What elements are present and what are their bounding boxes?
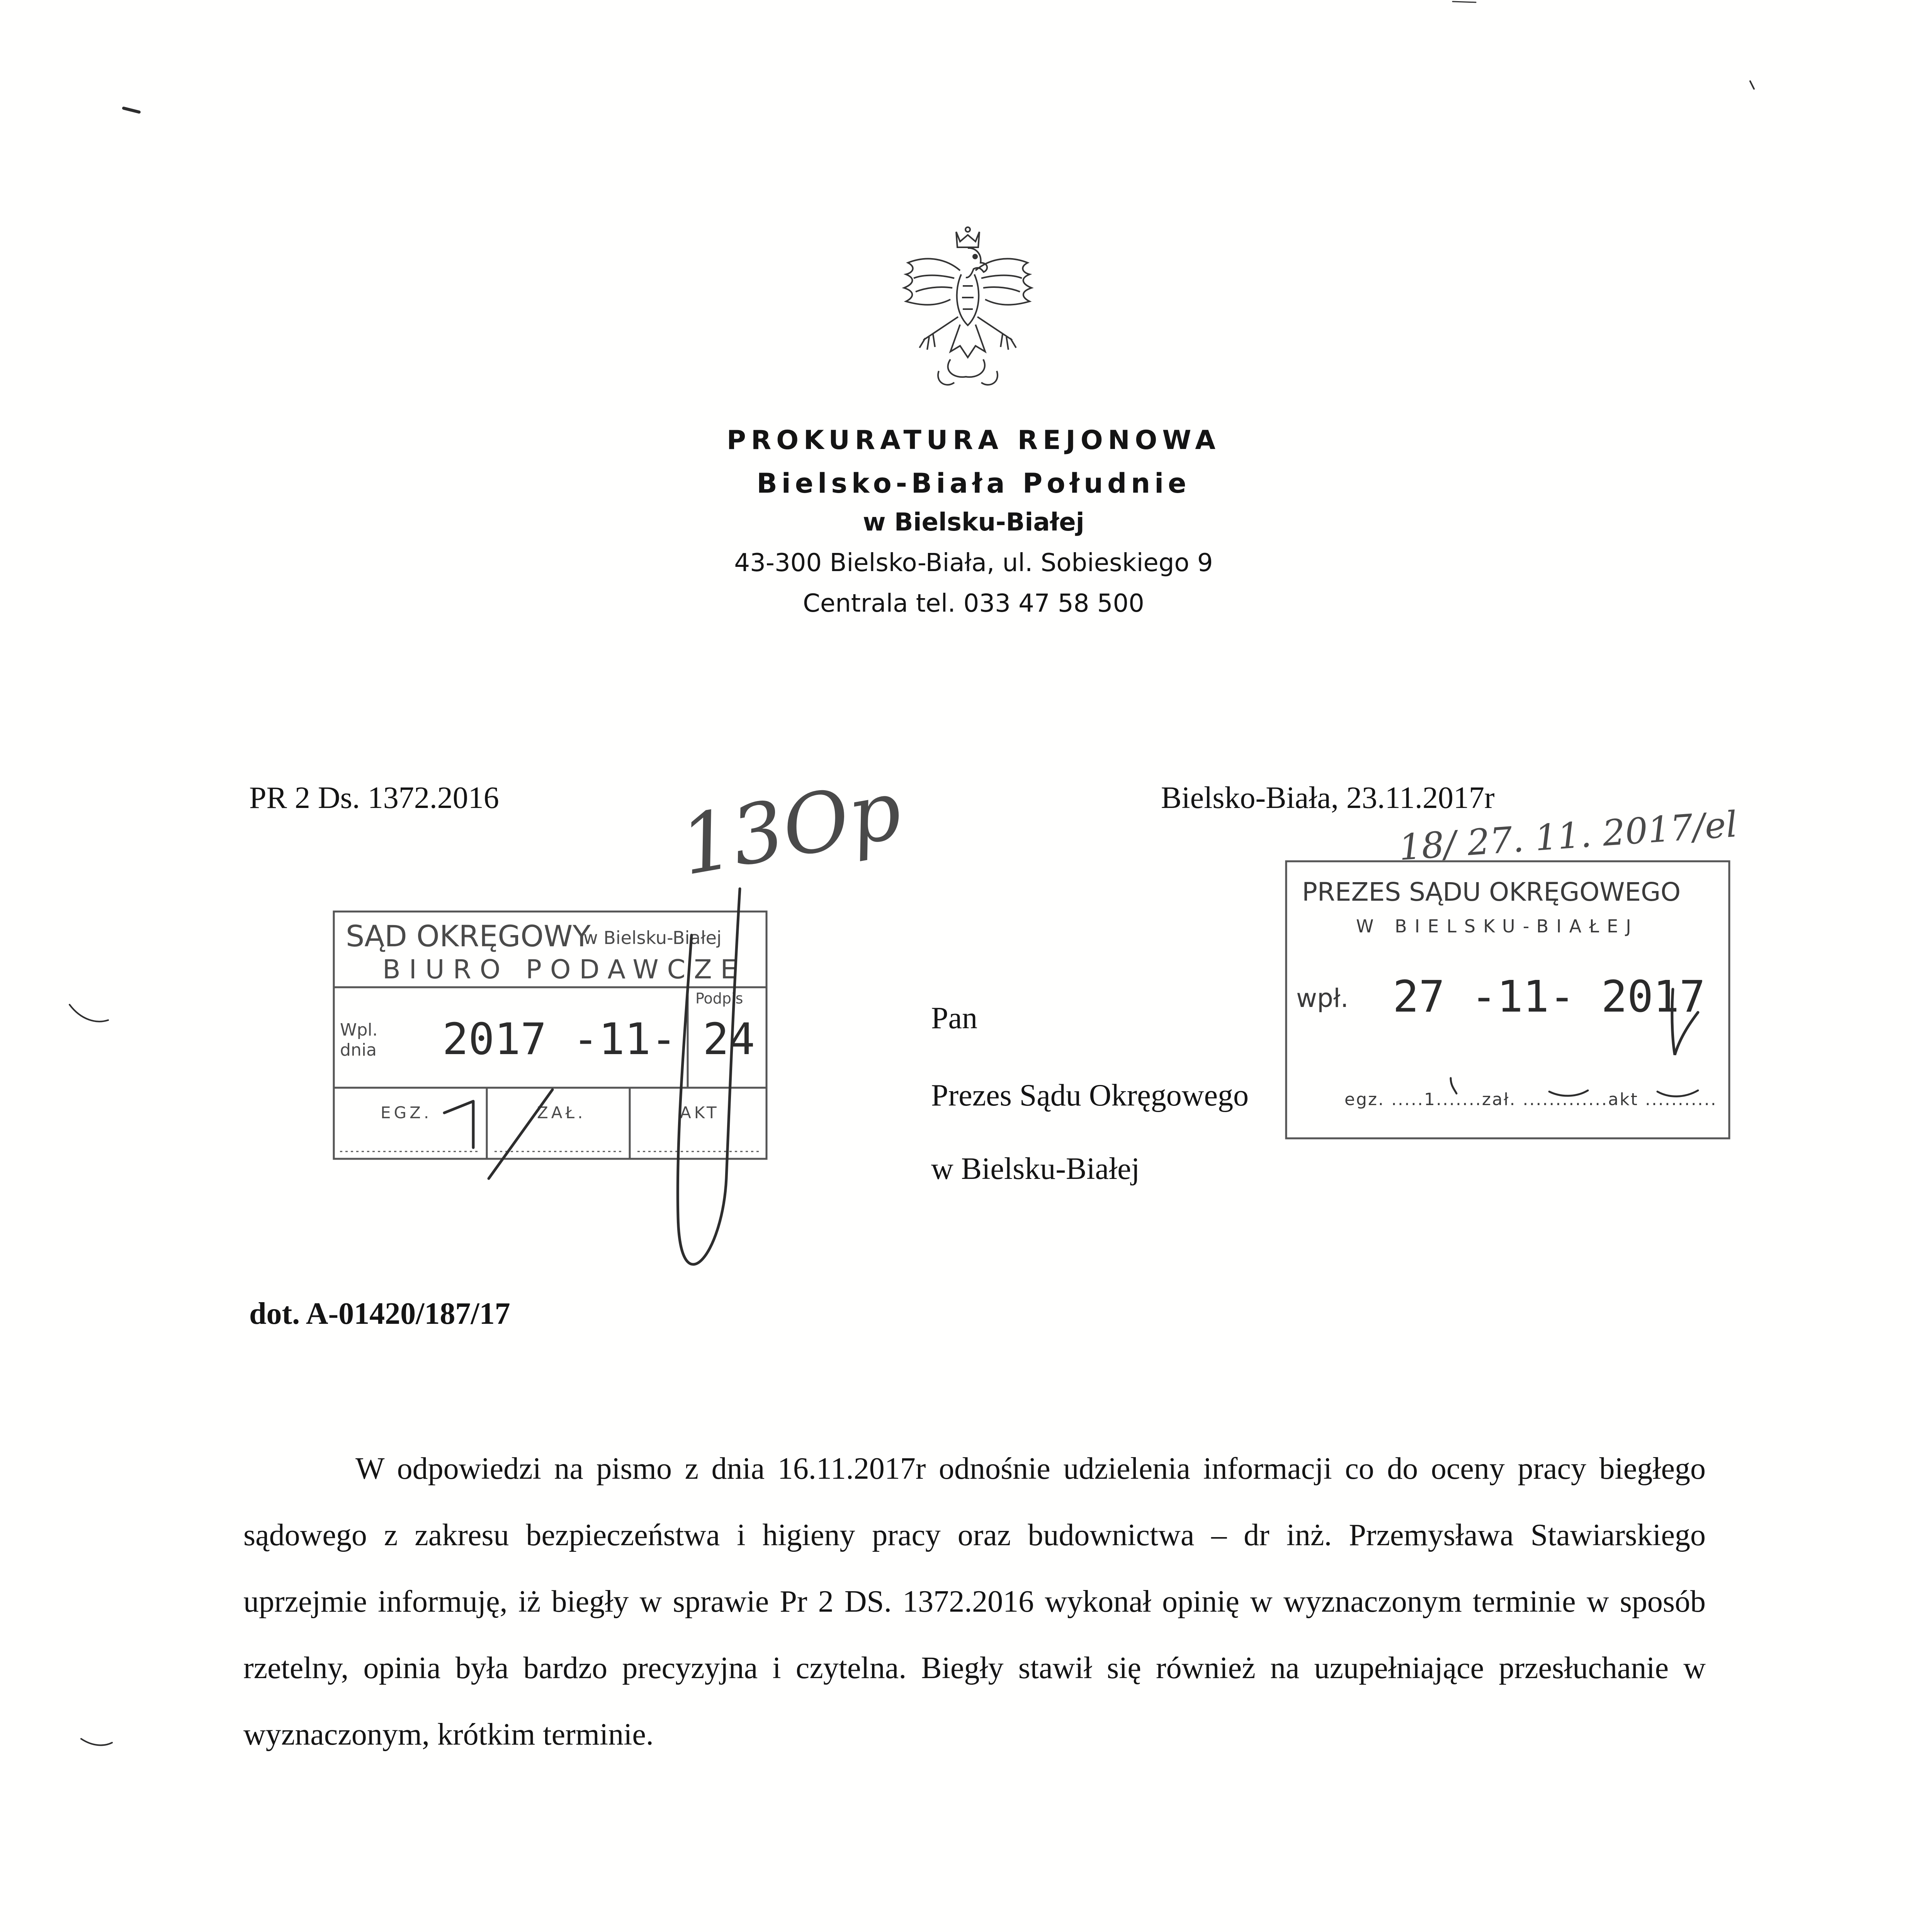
office-name: PROKURATURA REJONOWA bbox=[727, 425, 1220, 456]
addressee-line: Prezes Sądu Okręgowego bbox=[931, 1078, 1249, 1112]
letter-subject: dot. A-01420/187/17 bbox=[249, 1297, 510, 1331]
president-stamp-city: W BIELSKU-BIAŁEJ bbox=[1356, 916, 1639, 937]
office-district: Bielsko-Biała Południe bbox=[756, 468, 1191, 499]
intake-stamp-copies-label: EGZ. bbox=[381, 1103, 432, 1122]
office-city: w Bielsku-Białej bbox=[863, 508, 1084, 537]
case-reference: PR 2 Ds. 1372.2016 bbox=[249, 781, 499, 815]
intake-stamp-office: BIURO PODAWCZE bbox=[382, 954, 746, 985]
intake-stamp-court: SĄD OKRĘGOWY bbox=[346, 919, 591, 953]
president-stamp-title: PREZES SĄDU OKRĘGOWEGO bbox=[1302, 877, 1681, 907]
intake-stamp-city: w Bielsku-Białej bbox=[583, 927, 722, 948]
president-stamp-received-label: wpł. bbox=[1296, 983, 1349, 1013]
intake-stamp-signature-label: Podpis bbox=[695, 990, 743, 1007]
intake-stamp-received-label: Wpl. dnia bbox=[340, 1020, 378, 1060]
addressee-line: w Bielsku-Białej bbox=[931, 1152, 1140, 1186]
office-phone: Centrala tel. 033 47 58 500 bbox=[803, 589, 1144, 618]
letter-body bbox=[243, 1435, 1706, 1768]
president-stamp-date: 27 -11- 2017 bbox=[1393, 972, 1706, 1022]
place-and-date: Bielsko-Biała, 23.11.2017r bbox=[1161, 781, 1495, 815]
intake-stamp-files-label: AKT bbox=[680, 1103, 720, 1122]
office-address: 43-300 Bielsko-Biała, ul. Sobieskiego 9 bbox=[734, 549, 1213, 577]
president-stamp-counts: egz. .....1.......zał. .............akt ........... bbox=[1344, 1090, 1717, 1109]
intake-stamp-attachments-label: ZAŁ. bbox=[537, 1103, 586, 1122]
handwritten-registry-note: 18/ 27. 11. 2017/el bbox=[1397, 803, 1739, 869]
addressee-line: Pan bbox=[931, 1001, 977, 1035]
intake-stamp-date: 2017 -11- 24 bbox=[442, 1014, 755, 1065]
handwritten-office-note: 13Op bbox=[673, 762, 908, 894]
polish-eagle-emblem-icon bbox=[892, 224, 1043, 394]
body-paragraph: W odpowiedzi na pismo z dnia 16.11.2017r odnośnie udzielenia informacji co do oceny pracy biegłego sądowego z zakresu bezpieczeństwa i higieny pracy oraz budownictwa – dr inż. Przemysława Stawiarskiego uprzejmie informuję, iż biegły w sprawie Pr 2 DS. 1372.2016 wykonał opinię w wyznaczonym terminie w sposób rzetelny, opinia była bardzo precyzyjna i czytelna. Biegły stawił się również na uzupełniające przesłuchanie w wyznaczonym, krótkim terminie. bbox=[243, 1452, 1706, 1752]
